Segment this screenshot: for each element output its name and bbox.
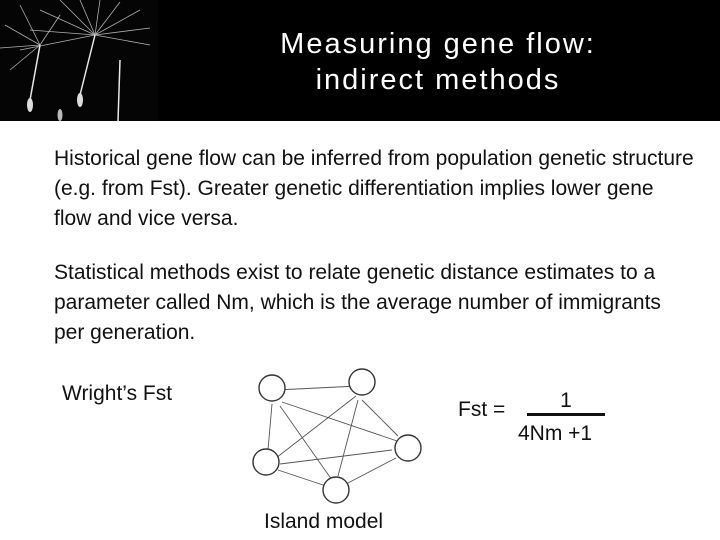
island-node	[395, 435, 421, 461]
formula-lhs: Fst =	[458, 398, 506, 421]
wright-fst-label: Wright’s Fst	[62, 382, 173, 405]
seed-icon	[77, 93, 83, 107]
island-model-diagram	[246, 366, 428, 506]
slide-title	[158, 26, 718, 98]
island-node	[253, 449, 279, 475]
slide-header	[0, 0, 720, 121]
island-node	[349, 369, 375, 395]
dandelion-seeds-photo	[0, 0, 158, 121]
title-line-1: Measuring gene flow:	[280, 28, 596, 60]
paragraph-statistical-methods: Statistical methods exist to relate genetic distance estimates to a parameter called Nm, which is the average number of immigrants per generation.	[54, 261, 661, 344]
formula-denominator: 4Nm +1	[518, 422, 593, 445]
migration-arrows	[268, 386, 400, 486]
island-node	[323, 477, 349, 503]
fraction-bar	[527, 413, 605, 416]
title-line-2: indirect methods	[315, 64, 561, 96]
island-model-caption: Island model	[264, 510, 384, 533]
paragraph-historical-gene-flow: Historical gene flow can be inferred from population genetic structure (e.g. from Fst). Greater genetic differentiation implies lower gene flow and vice versa.	[54, 147, 694, 230]
formula-numerator: 1	[560, 389, 572, 412]
island-node	[259, 375, 285, 401]
